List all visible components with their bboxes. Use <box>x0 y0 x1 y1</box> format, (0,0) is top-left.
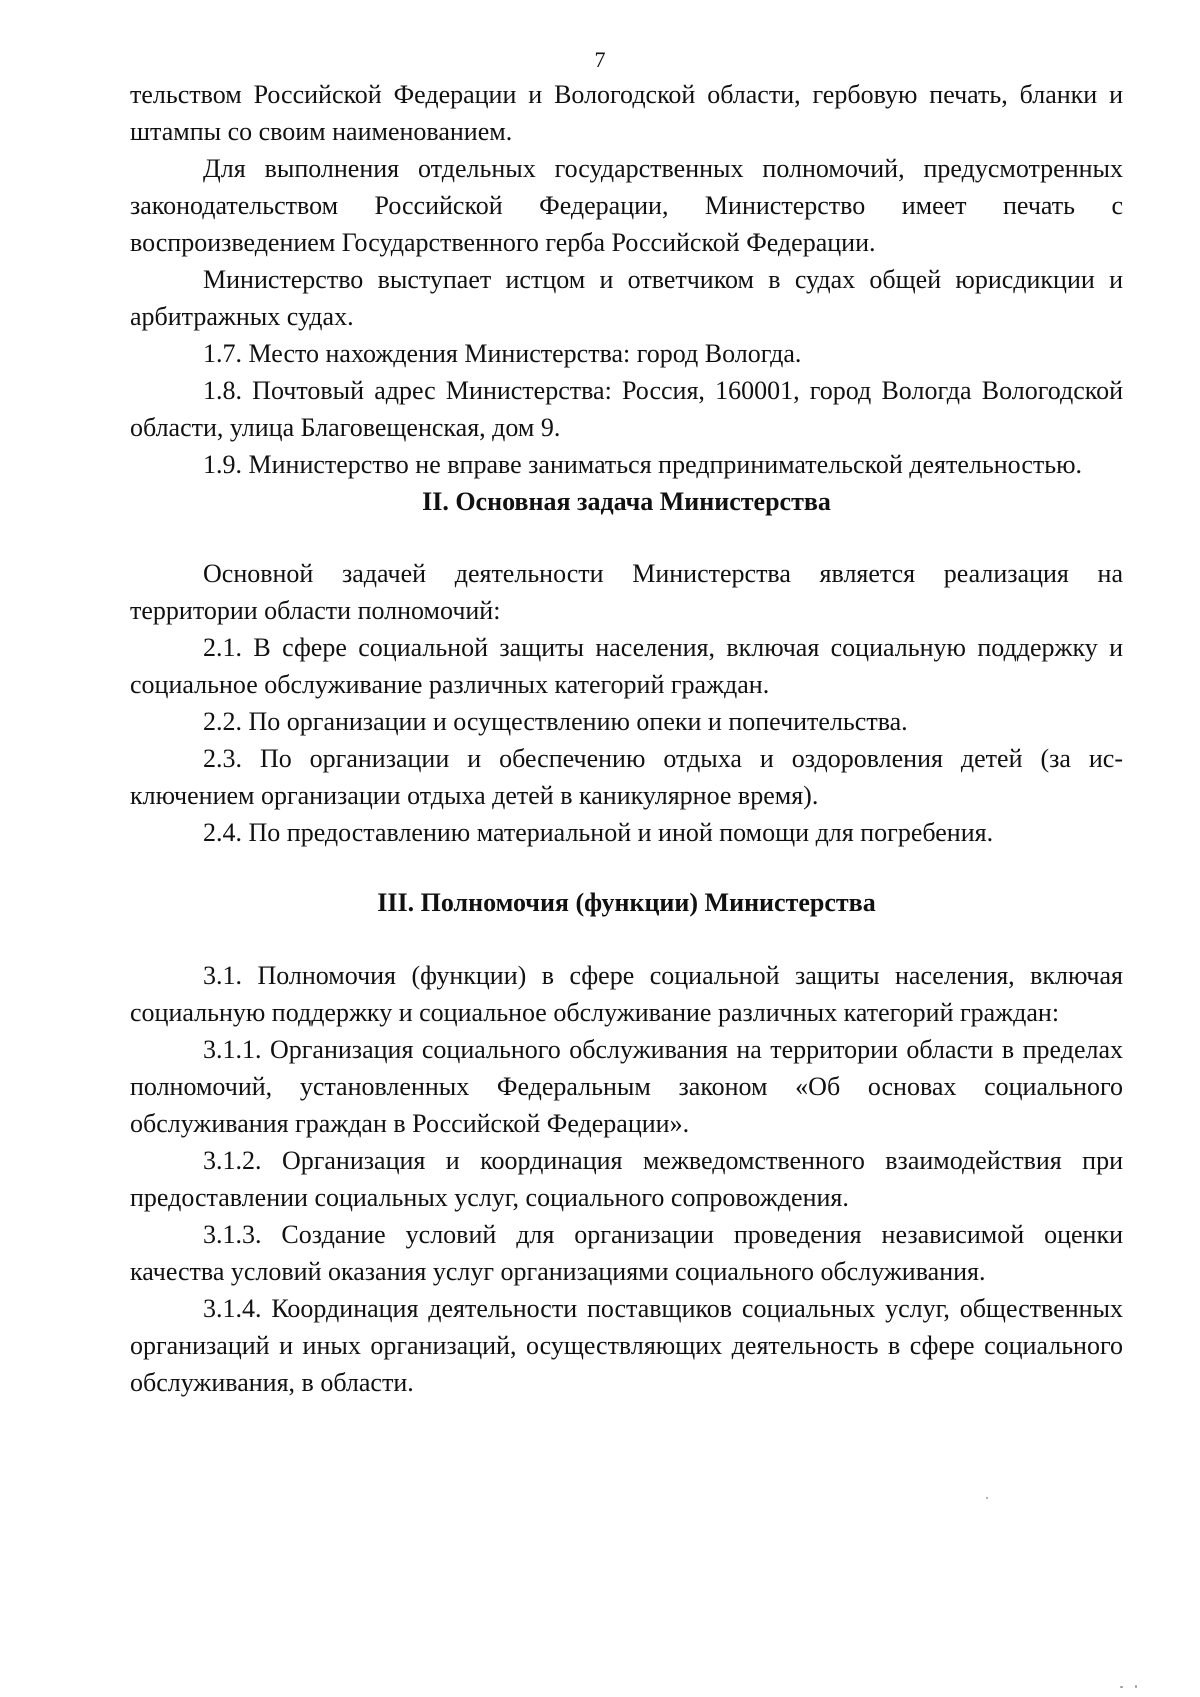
scan-speck <box>1135 1685 1137 1688</box>
scan-speck <box>986 1497 988 1499</box>
paragraph-2-intro: Основной задачей деятельности Министерства является реализация на территории области полномочий: <box>130 559 1123 625</box>
paragraph-3-1-1: 3.1.1. Организация социального обслуживания на территории области в пределах полномочий, установленных Федеральным законом «Об основах социального обслуживания граждан в Российской Федерации». <box>130 1035 1123 1138</box>
paragraph-2-4: 2.4. По предоставлению материальной и иной помощи для погребения. <box>203 818 994 847</box>
paragraph-1-9: 1.9. Министерство не вправе заниматься предпринимательской деятельностью. <box>203 450 1082 479</box>
paragraph-1-7: 1.7. Место нахождения Министерства: город Вологда. <box>203 339 802 368</box>
paragraph-courts: Министерство выступает истцом и ответчиком в судах общей юрисдикции и арбитражных судах. <box>130 265 1123 331</box>
paragraph-seal: Для выполнения отдельных государственных полномочий, предусмотренных законодательством Российской Федерации, Министерство имеет печать с воспроизведением Государственного герба Российской Федерации. <box>130 154 1123 257</box>
paragraph-continuation: тельством Российской Федерации и Вологодской области, гербовую печать, бланки и штампы со своим наименованием. <box>130 80 1123 146</box>
paragraph-2-3: 2.3. По организации и обеспечению отдыха и оздоровления детей (за исключением организации отдыха детей в каникулярное время). <box>130 744 1123 810</box>
section-3-heading: III. Полномочия (функции) Министерства <box>377 888 876 917</box>
paragraph-3-1-4: 3.1.4. Координация деятельности поставщиков социальных услуг, общественных организаций и иных организаций, осуществляющих деятельность в сфере социального обслуживания, в области. <box>130 1294 1123 1397</box>
page-number: 7 <box>594 47 606 72</box>
paragraph-1-8: 1.8. Почтовый адрес Министерства: Россия, 160001, город Вологда Вологодской области, улица Благовещенская, дом 9. <box>130 376 1123 442</box>
paragraph-3-1: 3.1. Полномочия (функции) в сфере социальной защиты населения, включая социальную поддержку и социальное обслуживание различных категорий граждан: <box>130 961 1123 1027</box>
paragraph-2-2: 2.2. По организации и осуществлению опеки и попечительства. <box>203 707 908 736</box>
paragraph-3-1-3: 3.1.3. Создание условий для организации проведения независимой оценки качества условий оказания услуг организациями социального обслуживания. <box>130 1220 1123 1286</box>
scan-speck <box>1120 1686 1123 1688</box>
section-2-heading: II. Основная задача Министерства <box>422 487 831 516</box>
document-body <box>130 76 1123 1401</box>
paragraph-2-1: 2.1. В сфере социальной защиты населения, включая социальную поддержку и социальное обслуживание различных категорий граждан. <box>130 633 1123 699</box>
paragraph-3-1-2: 3.1.2. Организация и координация межведомственного взаимодействия при предоставлении социальных услуг, социального сопровождения. <box>130 1146 1123 1212</box>
